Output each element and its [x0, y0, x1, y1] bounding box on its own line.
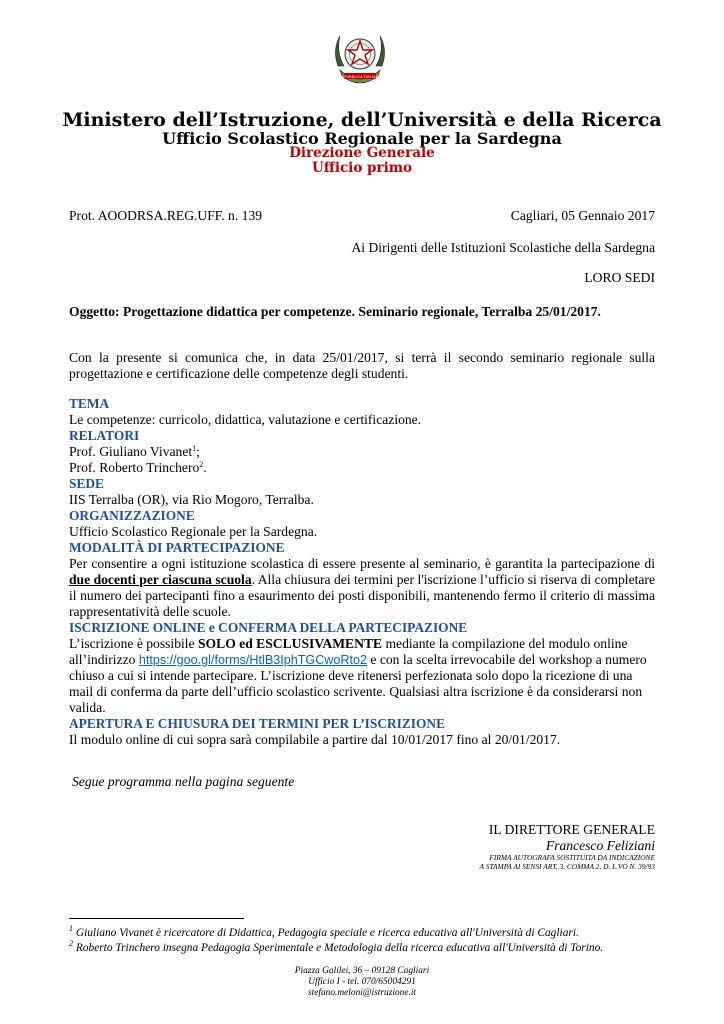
recipients: Ai Dirigenti delle Istituzioni Scolastiche della Sardegna [351, 240, 655, 255]
footnote-2-text: Roberto Trinchero insegna Pedagogia Sperimentale e Metodologia della ricerca educativa all'Università di Torino. [73, 942, 604, 954]
place-date: Cagliari, 05 Gennaio 2017 [510, 208, 655, 223]
modalita-text-a: Per consentire a ogni istituzione scolastica di essere presente al seminario, è garantita la partecipazione di [69, 556, 655, 571]
iscrizione-text-b: mediante la compilazione del modulo online all’indirizzo [69, 636, 628, 667]
emblem-ribbon-text: REPVBBLICA ITALIANA [339, 73, 381, 79]
section-iscrizione-title: ISCRIZIONE ONLINE e CONFERMA DELLA PARTECIPAZIONE [69, 620, 468, 635]
organizzazione-text: Ufficio Scolastico Regionale per la Sardegna. [69, 524, 318, 539]
segue-note: Segue programma nella pagina seguente [72, 774, 295, 789]
section-relatori-title: RELATORI [69, 428, 140, 443]
section-apertura-title: APERTURA E CHIUSURA DEI TERMINI PER L’ISCRIZIONE [69, 716, 446, 731]
direction-title: Direzione Generale [289, 145, 435, 161]
office-title: Ufficio Scolastico Regionale per la Sardegna [162, 129, 562, 148]
section-tema-title: TEMA [69, 396, 110, 411]
signature-note-2: A STAMPA AI SENSI ART. 3, COMMA 2, D. L.VO N. 39/93 [479, 862, 655, 871]
iscrizione-bold: SOLO ed ESCLUSIVAMENTE [198, 636, 383, 651]
modalita-text-b: . Alla chiusura dei termini per l'iscrizione l’ufficio si riserva di completare il numero dei partecipanti fino a esaurimento dei posti disponibili, mantenendo fermo il criterio di massima rappresentatività delle scuole. [69, 572, 655, 619]
relatore-1-name: Prof. Giuliano Vivanet [69, 444, 193, 459]
subject-line: Oggetto: Progettazione didattica per competenze. Seminario regionale, Terralba 25/01/2017. [69, 304, 601, 319]
iscrizione-paragraph [69, 636, 659, 716]
protocol-number: Prot. AOODRSA.REG.UFF. n. 139 [69, 208, 263, 223]
republic-emblem [330, 26, 390, 90]
footer-address: Piazza Galilei, 36 – 09128 Cagliari [294, 966, 430, 976]
signature-name: Francesco Feliziani [545, 838, 655, 853]
iscrizione-text-a: L’iscrizione è possibile [69, 636, 198, 651]
footnote-2 [69, 941, 603, 955]
footnote-ref-2: 2 [199, 460, 204, 469]
section-organizzazione-title: ORGANIZZAZIONE [69, 508, 195, 523]
section-modalita-title: MODALITÀ DI PARTECIPAZIONE [69, 540, 285, 555]
form-link[interactable]: https://goo.gl/forms/HtlB3IphTGCwoRto2 [138, 653, 368, 667]
relatore-2-name: Prof. Roberto Trinchero [69, 460, 200, 475]
footnote-1 [69, 926, 579, 940]
footnote-ref-1: 1 [192, 444, 197, 453]
relatore-2 [69, 460, 207, 476]
loro-sedi: LORO SEDI [584, 270, 655, 285]
modalita-paragraph [69, 556, 655, 620]
tema-text: Le competenze: curricolo, didattica, valutazione e certificazione. [69, 412, 422, 427]
footer-phone: Ufficio I - tel. 070/65004291 [308, 977, 416, 987]
unit-title: Ufficio primo [311, 160, 412, 176]
footnote-2-num: 2 [69, 939, 73, 948]
footer-email: stefano.meloni@istruzione.it [307, 988, 417, 998]
signature-role: IL DIRETTORE GENERALE [488, 822, 655, 837]
page-footer [0, 966, 724, 999]
signature-note-1: FIRMA AUTOGRAFA SOSTITUITA DA INDICAZIONE [489, 853, 655, 862]
apertura-text: Il modulo online di cui sopra sarà compilabile a partire dal 10/01/2017 fino al 20/01/2017. [69, 732, 561, 747]
footnote-1-num: 1 [69, 924, 73, 933]
relatore-1-end: ; [196, 444, 200, 459]
iscrizione-text-c: e con la scelta irrevocabile del workshop a numero chiuso a cui si intende partecipare. L’iscrizione deve ritenersi perfezionata solo dopo la ricezione di una mail di conferma da parte dell’ufficio scolastico scrivente. Qualsiasi altra iscrizione è da considerarsi non valida. [69, 652, 647, 715]
section-sede-title: SEDE [69, 476, 104, 491]
relatore-2-end: . [203, 460, 207, 475]
relatore-1 [69, 444, 200, 460]
ministry-title: Ministero dell’Istruzione, dell’Università e della Ricerca [62, 109, 662, 131]
sede-text: IIS Terralba (OR), via Rio Mogoro, Terralba. [69, 492, 314, 507]
intro-paragraph: Con la presente si comunica che, in data 25/01/2017, si terrà il secondo seminario regionale sulla progettazione e certificazione delle competenze degli studenti. [69, 350, 655, 381]
footnote-divider [69, 918, 244, 919]
footnote-1-text: Giuliano Vivanet è ricercatore di Didattica, Pedagogia speciale e ricerca educativa all'Università di Cagliari. [73, 927, 579, 939]
modalita-bold: due docenti per ciascuna scuola [69, 572, 252, 587]
